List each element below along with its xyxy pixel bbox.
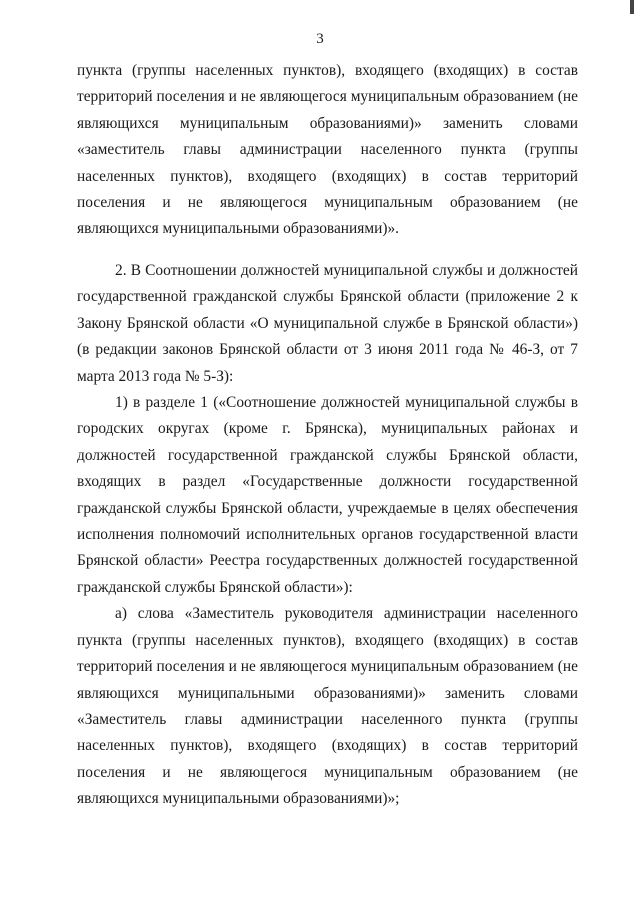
page-number: 3	[316, 31, 324, 47]
paragraph-subitem-a: а) слова «Заместитель руководителя администрации населенного пункта (группы населенных пунктов), входящего (входящих) в состав территорий поселения и не являющегося муниципальным образованием (не являющихся муниципальными образованиями)» заменить словами «Заместитель главы администрации населенного пункта (группы населенных пунктов), входящего (входящих) в состав территорий поселения и не являющегося муниципальным образованием (не являющихся муниципальными образованиями)»;	[77, 605, 578, 808]
scan-mark	[630, 0, 634, 14]
paragraph-continuation: пункта (группы населенных пунктов), входящего (входящих) в состав территорий поселения и не являющегося муниципальным образованием (не являющихся муниципальным образованиями)» заменить словами «заместитель главы администрации населенного пункта (группы населенных пунктов), входящего (входящих) в состав территорий поселения и не являющегося муниципальным образованием (не являющихся муниципальными образованиями)».	[77, 62, 578, 238]
paragraph-item-2: 2. В Соотношении должностей муниципальной службы и должностей государственной гражданской службы Брянской области (приложение 2 к Закону Брянской области «О муниципальной службе в Брянской области») (в редакции законов Брянской области от 3 июня 2011 года № 46-З, от 7 марта 2013 года № 5-З):	[77, 262, 578, 385]
text-block-main	[77, 258, 578, 813]
paragraph-subitem-1: 1) в разделе 1 («Соотношение должностей муниципальной службы в городских округах (кроме г. Брянска), муниципальных районах и должностей государственной гражданской службы Брянской области, входящих в раздел «Государственные должности государственной гражданской службы Брянской области, учреждаемые в целях обеспечения исполнения полномочий исполнительных органов государственной власти Брянской области» Реестра государственных должностей государственной гражданской службы Брянской области»):	[77, 394, 578, 596]
text-block-continuation	[77, 58, 578, 243]
